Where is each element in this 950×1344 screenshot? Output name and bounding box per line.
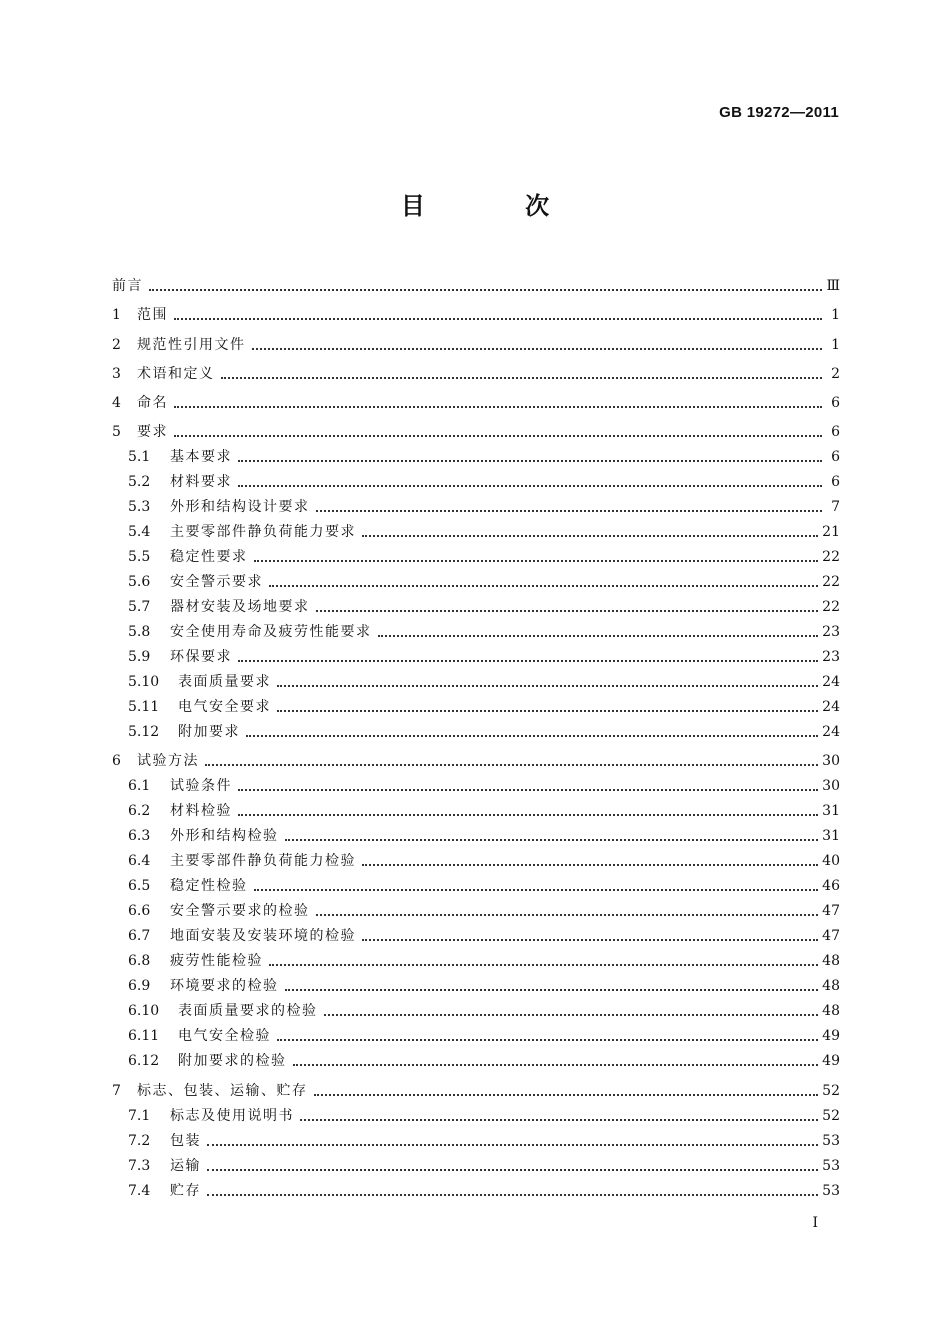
toc-entry[interactable] <box>112 1151 840 1176</box>
toc-entry-page: 7 <box>831 499 840 516</box>
toc-entry[interactable] <box>112 796 840 821</box>
toc-entry-number: 7 <box>112 1082 121 1099</box>
toc-entry-number: 5.7 <box>128 599 151 616</box>
toc-entry-page: 23 <box>822 624 840 641</box>
toc-entry[interactable] <box>112 542 840 567</box>
toc-leader-dots <box>252 348 823 350</box>
toc-leader-dots <box>254 889 819 891</box>
toc-entry-label: 主要零部件静负荷能力检验 <box>170 853 356 870</box>
toc-leader-dots <box>238 789 818 791</box>
toc-leader-dots <box>277 685 818 687</box>
toc-entry[interactable] <box>112 742 840 771</box>
toc-entry-number: 5.9 <box>128 649 151 666</box>
toc-entry[interactable] <box>112 442 840 467</box>
toc-leader-dots <box>277 1039 818 1041</box>
toc-entry-label: 外形和结构检验 <box>170 828 279 845</box>
toc-entry[interactable] <box>112 325 840 354</box>
toc-leader-dots <box>269 585 818 587</box>
toc-leader-dots <box>238 814 818 816</box>
toc-entry-label: 电气安全要求 <box>178 699 271 716</box>
toc-leader-dots <box>207 1194 818 1196</box>
toc-entry-page: 49 <box>822 1028 840 1045</box>
toc-entry-page: 6 <box>831 394 840 411</box>
page-number: I <box>812 1215 818 1231</box>
toc-leader-dots <box>316 610 819 612</box>
table-of-contents <box>112 267 840 1201</box>
toc-entry[interactable] <box>112 517 840 542</box>
toc-entry-page: 21 <box>822 524 840 541</box>
toc-entry[interactable] <box>112 1046 840 1071</box>
toc-entry-label: 基本要求 <box>170 449 232 466</box>
toc-entry[interactable] <box>112 896 840 921</box>
toc-entry-number: 5.4 <box>128 524 151 541</box>
toc-entry-number: 5.12 <box>128 724 160 741</box>
toc-entry-number: 5 <box>112 424 121 441</box>
toc-entry[interactable] <box>112 1101 840 1126</box>
toc-entry-label: 材料要求 <box>170 474 232 491</box>
toc-entry-label: 主要零部件静负荷能力要求 <box>170 524 356 541</box>
toc-entry-number: 6.9 <box>128 978 151 995</box>
toc-entry-label: 运输 <box>170 1157 201 1174</box>
toc-entry-page: 24 <box>822 674 840 691</box>
toc-entry-number: 7.4 <box>128 1182 151 1199</box>
toc-entry-label: 环境要求的检验 <box>170 978 279 995</box>
toc-entry-number: 5.8 <box>128 624 151 641</box>
toc-entry-number: 5.1 <box>128 449 151 466</box>
toc-entry[interactable] <box>112 567 840 592</box>
toc-leader-dots <box>238 660 818 662</box>
toc-entry-label: 电气安全检验 <box>178 1028 271 1045</box>
toc-entry[interactable] <box>112 617 840 642</box>
toc-entry[interactable] <box>112 1176 840 1201</box>
toc-entry[interactable] <box>112 667 840 692</box>
toc-leader-dots <box>300 1119 818 1121</box>
toc-entry-label: 命名 <box>137 394 168 411</box>
toc-entry[interactable] <box>112 871 840 896</box>
toc-entry-number: 3 <box>112 365 121 382</box>
toc-entry-page: 53 <box>822 1132 840 1149</box>
toc-entry-number: 5.5 <box>128 549 151 566</box>
toc-entry-label: 前言 <box>112 278 143 295</box>
toc-leader-dots <box>362 864 818 866</box>
toc-entry[interactable] <box>112 1126 840 1151</box>
toc-entry-number: 6.3 <box>128 828 151 845</box>
toc-entry-label: 标志及使用说明书 <box>170 1107 294 1124</box>
toc-entry-page: 1 <box>831 307 840 324</box>
toc-entry-page: 48 <box>822 978 840 995</box>
toc-entry-page: 53 <box>822 1157 840 1174</box>
toc-entry[interactable] <box>112 946 840 971</box>
toc-entry-label: 范围 <box>137 307 168 324</box>
toc-entry-label: 安全警示要求 <box>170 574 263 591</box>
toc-entry-label: 术语和定义 <box>137 365 215 382</box>
toc-entry-number: 6.10 <box>128 1003 160 1020</box>
toc-entry[interactable] <box>112 467 840 492</box>
toc-entry-page: 22 <box>822 574 840 591</box>
toc-entry-label: 贮存 <box>170 1182 201 1199</box>
toc-entry-page: 22 <box>822 549 840 566</box>
toc-entry[interactable] <box>112 692 840 717</box>
toc-entry-label: 表面质量要求 <box>178 674 271 691</box>
toc-entry-page: 47 <box>822 928 840 945</box>
toc-leader-dots <box>238 485 822 487</box>
toc-entry-number: 6.11 <box>128 1028 160 1045</box>
toc-entry-page: 24 <box>822 699 840 716</box>
toc-entry-number: 7.1 <box>128 1107 151 1124</box>
toc-entry-number: 6.7 <box>128 928 151 945</box>
toc-entry[interactable] <box>112 921 840 946</box>
toc-leader-dots <box>285 989 819 991</box>
toc-entry-label: 安全使用寿命及疲劳性能要求 <box>170 624 372 641</box>
toc-entry-page: 23 <box>822 649 840 666</box>
toc-entry-label: 试验方法 <box>137 753 199 770</box>
toc-leader-dots <box>277 710 818 712</box>
toc-leader-dots <box>362 939 818 941</box>
toc-entry-page: 52 <box>822 1082 840 1099</box>
toc-entry-number: 2 <box>112 336 121 353</box>
toc-entry-label: 试验条件 <box>170 778 232 795</box>
toc-entry-number: 5.2 <box>128 474 151 491</box>
toc-entry-page: 22 <box>822 599 840 616</box>
toc-entry-number: 5.11 <box>128 699 160 716</box>
toc-entry-page: 24 <box>822 724 840 741</box>
toc-leader-dots <box>285 839 819 841</box>
toc-entry-number: 6.2 <box>128 803 151 820</box>
toc-entry-page: 6 <box>831 474 840 491</box>
toc-entry-page: 31 <box>822 803 840 820</box>
toc-entry-label: 表面质量要求的检验 <box>178 1003 318 1020</box>
toc-leader-dots <box>316 914 819 916</box>
toc-entry-page: 2 <box>831 365 840 382</box>
toc-entry-label: 标志、包装、运输、贮存 <box>137 1082 308 1099</box>
toc-entry[interactable] <box>112 296 840 325</box>
page-title: 目 次 <box>400 192 596 220</box>
toc-entry-page: 6 <box>831 424 840 441</box>
toc-entry[interactable] <box>112 717 840 742</box>
toc-entry[interactable] <box>112 1021 840 1046</box>
toc-entry-page: Ⅲ <box>826 278 840 295</box>
toc-leader-dots <box>238 460 822 462</box>
toc-entry[interactable] <box>112 771 840 796</box>
toc-entry[interactable] <box>112 413 840 442</box>
toc-leader-dots <box>207 1169 818 1171</box>
toc-entry-number: 5.3 <box>128 499 151 516</box>
toc-entry-label: 地面安装及安装环境的检验 <box>170 928 356 945</box>
toc-entry-label: 材料检验 <box>170 803 232 820</box>
toc-entry-label: 包装 <box>170 1132 201 1149</box>
toc-entry-page: 48 <box>822 953 840 970</box>
toc-leader-dots <box>362 535 818 537</box>
toc-entry-label: 安全警示要求的检验 <box>170 903 310 920</box>
toc-entry-number: 7.3 <box>128 1157 151 1174</box>
toc-entry-number: 5.10 <box>128 674 160 691</box>
toc-entry[interactable] <box>112 971 840 996</box>
toc-leader-dots <box>149 289 822 291</box>
toc-entry-page: 46 <box>822 878 840 895</box>
toc-entry-page: 6 <box>831 449 840 466</box>
toc-entry-number: 1 <box>112 307 121 324</box>
toc-entry-number: 6.5 <box>128 878 151 895</box>
toc-leader-dots <box>314 1094 819 1096</box>
toc-leader-dots <box>174 435 822 437</box>
toc-leader-dots <box>174 318 822 320</box>
toc-entry-number: 6.8 <box>128 953 151 970</box>
toc-entry-label: 环保要求 <box>170 649 232 666</box>
toc-leader-dots <box>293 1064 819 1066</box>
toc-entry-number: 6 <box>112 753 121 770</box>
toc-entry-number: 6.12 <box>128 1053 160 1070</box>
toc-entry-page: 31 <box>822 828 840 845</box>
toc-entry-label: 器材安装及场地要求 <box>170 599 310 616</box>
toc-entry[interactable] <box>112 355 840 384</box>
toc-entry[interactable] <box>112 642 840 667</box>
toc-entry-number: 6.6 <box>128 903 151 920</box>
toc-leader-dots <box>207 1144 818 1146</box>
toc-entry[interactable] <box>112 592 840 617</box>
toc-entry-number: 4 <box>112 394 121 411</box>
toc-entry-number: 6.1 <box>128 778 151 795</box>
toc-leader-dots <box>324 1014 819 1016</box>
toc-entry[interactable] <box>112 384 840 413</box>
toc-entry-number: 6.4 <box>128 853 151 870</box>
toc-entry-page: 30 <box>822 753 840 770</box>
toc-leader-dots <box>246 735 818 737</box>
toc-entry-number: 7.2 <box>128 1132 151 1149</box>
toc-leader-dots <box>254 560 819 562</box>
toc-entry-label: 要求 <box>137 424 168 441</box>
toc-entry-page: 52 <box>822 1107 840 1124</box>
toc-entry[interactable] <box>112 846 840 871</box>
document-code: GB 19272—2011 <box>719 104 839 121</box>
toc-entry-number: 5.6 <box>128 574 151 591</box>
toc-entry[interactable] <box>112 996 840 1021</box>
toc-entry-page: 1 <box>831 336 840 353</box>
toc-entry[interactable] <box>112 267 840 296</box>
toc-entry[interactable] <box>112 821 840 846</box>
toc-entry-page: 53 <box>822 1182 840 1199</box>
toc-entry-page: 40 <box>822 853 840 870</box>
toc-entry-label: 外形和结构设计要求 <box>170 499 310 516</box>
toc-entry[interactable] <box>112 492 840 517</box>
toc-leader-dots <box>316 510 823 512</box>
toc-entry-label: 疲劳性能检验 <box>170 953 263 970</box>
toc-entry-label: 稳定性要求 <box>170 549 248 566</box>
toc-entry-page: 48 <box>822 1003 840 1020</box>
toc-entry-label: 规范性引用文件 <box>137 336 246 353</box>
toc-leader-dots <box>174 406 822 408</box>
toc-entry[interactable] <box>112 1071 840 1100</box>
toc-entry-page: 47 <box>822 903 840 920</box>
toc-leader-dots <box>378 635 819 637</box>
toc-entry-page: 30 <box>822 778 840 795</box>
toc-entry-page: 49 <box>822 1053 840 1070</box>
toc-leader-dots <box>221 377 823 379</box>
toc-leader-dots <box>205 764 818 766</box>
toc-leader-dots <box>269 964 818 966</box>
toc-entry-label: 稳定性检验 <box>170 878 248 895</box>
toc-entry-label: 附加要求的检验 <box>178 1053 287 1070</box>
toc-entry-label: 附加要求 <box>178 724 240 741</box>
